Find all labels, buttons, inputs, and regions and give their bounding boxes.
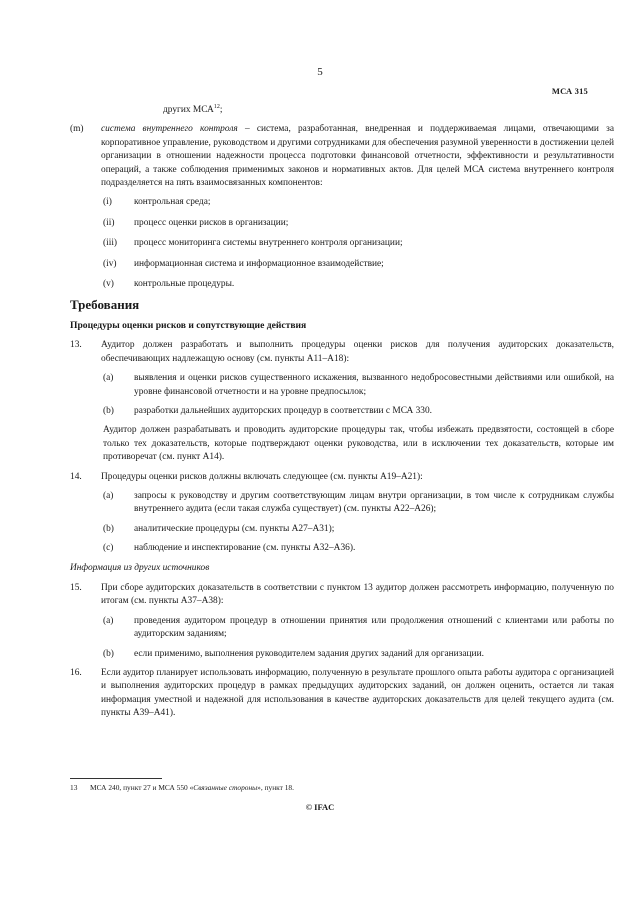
list-item: (b) разработки дальнейших аудиторских процедур в соответствии с МСА 330. (103, 405, 433, 416)
list-item: (a) выявления и оценки рисков существенного искажения, вызванного недобросовестными действиями или ошибкой, на уровне финансовой отчетности и на уровне предпосылок; (103, 373, 614, 397)
subheading-other-sources: Информация из других источников (70, 562, 210, 573)
subsection-title: Процедуры оценки рисков и сопутствующие действия (70, 319, 307, 331)
component-item: (v) контрольные процедуры. (103, 279, 235, 290)
component-item: (i) контрольная среда; (103, 197, 211, 208)
definition-text: – система, разработанная, внедренная и поддерживаемая лицами, отвечающими за корпоративное управление, руководством и другими сотрудниками для обеспечения разумной уверенности в достижении целей организации в отношении надежности процесса подготовки финансовой отчетности, эффективности и результативности операций, а также соблюдения применимых законов и нормативных актов. Для целей МСА система внутреннего контроля подразделяется на пять взаимосвязанных компонентов: (101, 124, 614, 189)
paragraph-13-note: Аудитор должен разрабатывать и проводить аудиторские процедуры так, чтобы избежать предвзятости, состоящей в сборе только тех доказательств, которые подтверждают оценки руководства, или в исключении тех доказательств, которые им противоречат (см. пункт A14). (103, 425, 614, 463)
paragraph-16: 16. Если аудитор планирует использовать информацию, полученную в результате прошлого опыта работы аудитора с организацией и выполнения аудиторских процедур в рамках предыдущих аудиторских заданий, он должен оценить, остается ли такая информация уместной и надежной для использования в качестве аудиторских доказательств для целей текущего аудита (см. пункты A39–A41). (70, 668, 614, 719)
component-item: (ii) процесс оценки рисков в организации; (103, 217, 289, 228)
paragraph-13: 13. Аудитор должен разработать и выполнить процедуры оценки рисков для получения аудиторских доказательств, обеспечивающих надлежащую основу (см. пункты A11–A18): (70, 340, 614, 364)
component-item: (iv) информационная система и информационное взаимодействие; (103, 258, 384, 269)
page-body (70, 104, 614, 727)
footnote-number: 13 (70, 783, 78, 792)
continuation-line: других МСА$^{12}$; (163, 103, 223, 115)
item-m (70, 123, 614, 190)
paragraph-15: 15. При сборе аудиторских доказательств в соответствии с пунктом 13 аудитор должен рассмотреть информацию, полученную по итогам (см. пункты A37–A38): (70, 582, 614, 607)
section-title: Требования (70, 297, 140, 313)
footnote (70, 783, 294, 792)
list-item: (a) проведения аудитором процедур в отношении принятия или продолжения отношений с клиентами или работы по аудиторским заданиям; (103, 615, 614, 640)
footnote-text: МСА 240, пункт 27 и МСА 550 «Связанные стороны», пункт 18. (90, 783, 294, 792)
list-item: (b) аналитические процедуры (см. пункты A27–A31); (103, 523, 335, 534)
component-item: (iii) процесс мониторинга системы внутреннего контроля организации; (103, 238, 403, 249)
list-item: (c) наблюдение и инспектирование (см. пункты A32–A36). (103, 543, 356, 554)
footnote-divider (70, 778, 162, 779)
standard-code: МСА 315 (551, 86, 588, 96)
list-item: (a) запросы к руководству и другим соответствующим лицам внутри организации, в том числе к сотрудникам службы внутреннего аудита (если такая служба существует) (см. пункты A22–A26); (103, 490, 614, 515)
footnote-ref: 12 (213, 103, 220, 110)
paragraph-14: 14. Процедуры оценки рисков должны включать следующее (см. пункты A19–A21): (70, 471, 423, 482)
page-number: 5 (317, 66, 323, 78)
item-label: (m) (70, 124, 84, 135)
defined-term: система внутреннего контроля (101, 124, 238, 135)
list-item: (b) если применимо, выполнения руководителем задания других заданий для организации. (103, 648, 484, 659)
copyright-footer: © IFAC (305, 802, 335, 812)
